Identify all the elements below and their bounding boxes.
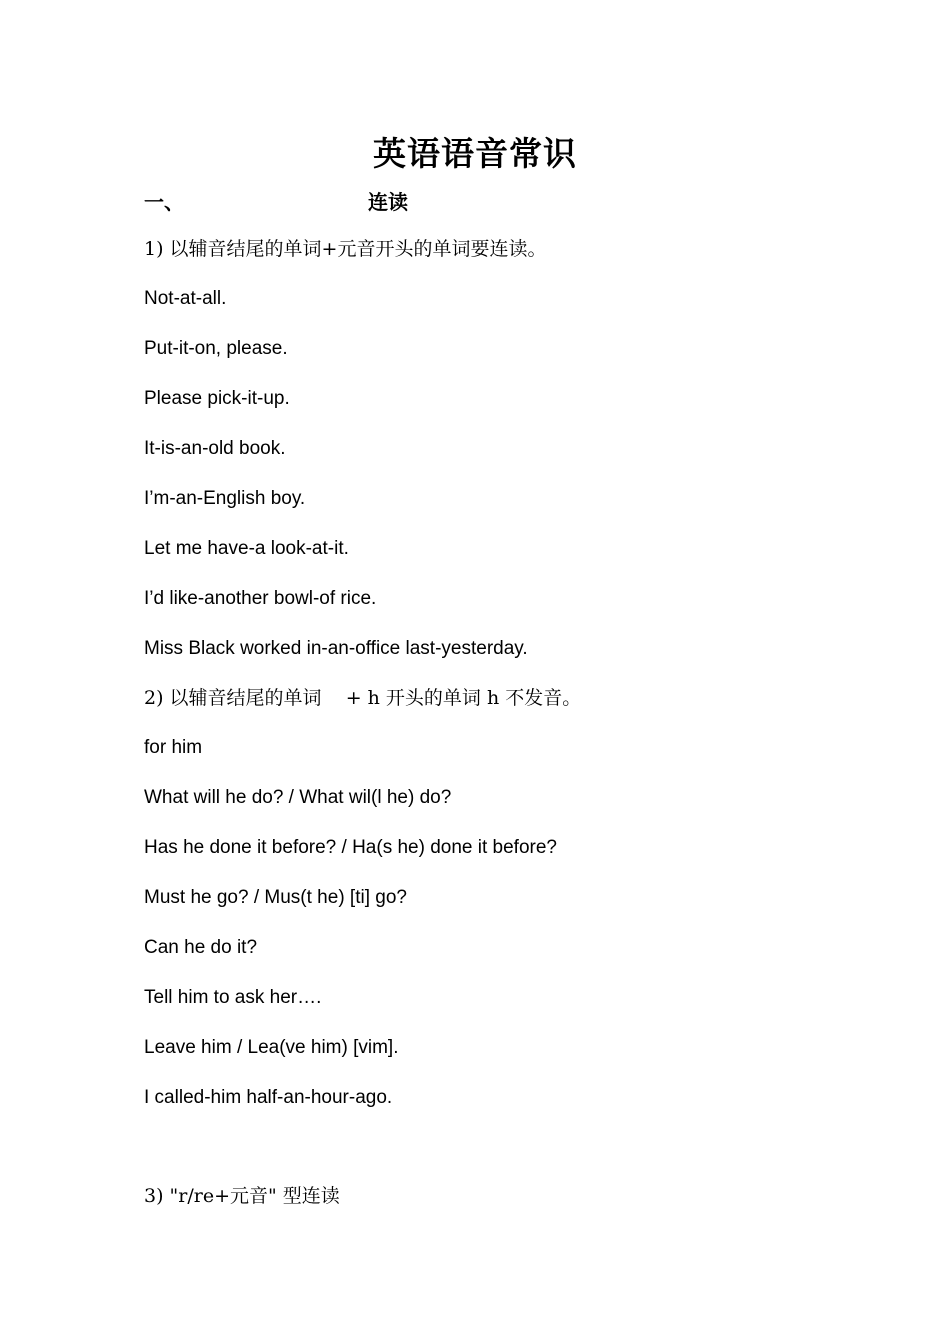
section-name: 连读 — [368, 190, 408, 214]
example-line: Can he do it? — [144, 937, 258, 958]
example-line: Leave him / Lea(ve him) [vim]. — [144, 1037, 399, 1058]
section-heading — [144, 186, 844, 216]
example-line: I called-him half-an-hour-ago. — [144, 1087, 393, 1108]
section-number: 一、 — [144, 190, 184, 214]
example-line: Miss Black worked in-an-office last-yesterday. — [144, 638, 528, 659]
example-line: What will he do? / What wil(l he) do? — [144, 787, 452, 808]
example-line: Let me have-a look-at-it. — [144, 538, 349, 559]
example-line: Tell him to ask her…. — [144, 987, 322, 1008]
rule-2-heading: 2) 以辅音结尾的单词 + h 开头的单词 h 不发音。 — [144, 687, 582, 709]
example-line: It-is-an-old book. — [144, 438, 286, 459]
example-line: I’m-an-English boy. — [144, 488, 306, 509]
example-line: Not-at-all. — [144, 288, 227, 309]
example-line: I’d like-another bowl-of rice. — [144, 588, 377, 609]
example-line: Please pick-it-up. — [144, 388, 290, 409]
example-line: Has he done it before? / Ha(s he) done it before? — [144, 837, 557, 858]
rule-3-heading: 3) "r/re+元音" 型连读 — [144, 1185, 340, 1207]
page-title: 英语语音常识 — [373, 134, 577, 173]
example-line: Must he go? / Mus(t he) [ti] go? — [144, 887, 407, 908]
example-line: for him — [144, 737, 203, 758]
example-line: Put-it-on, please. — [144, 338, 288, 359]
rule-1-heading: 1) 以辅音结尾的单词+元音开头的单词要连读。 — [144, 238, 547, 260]
